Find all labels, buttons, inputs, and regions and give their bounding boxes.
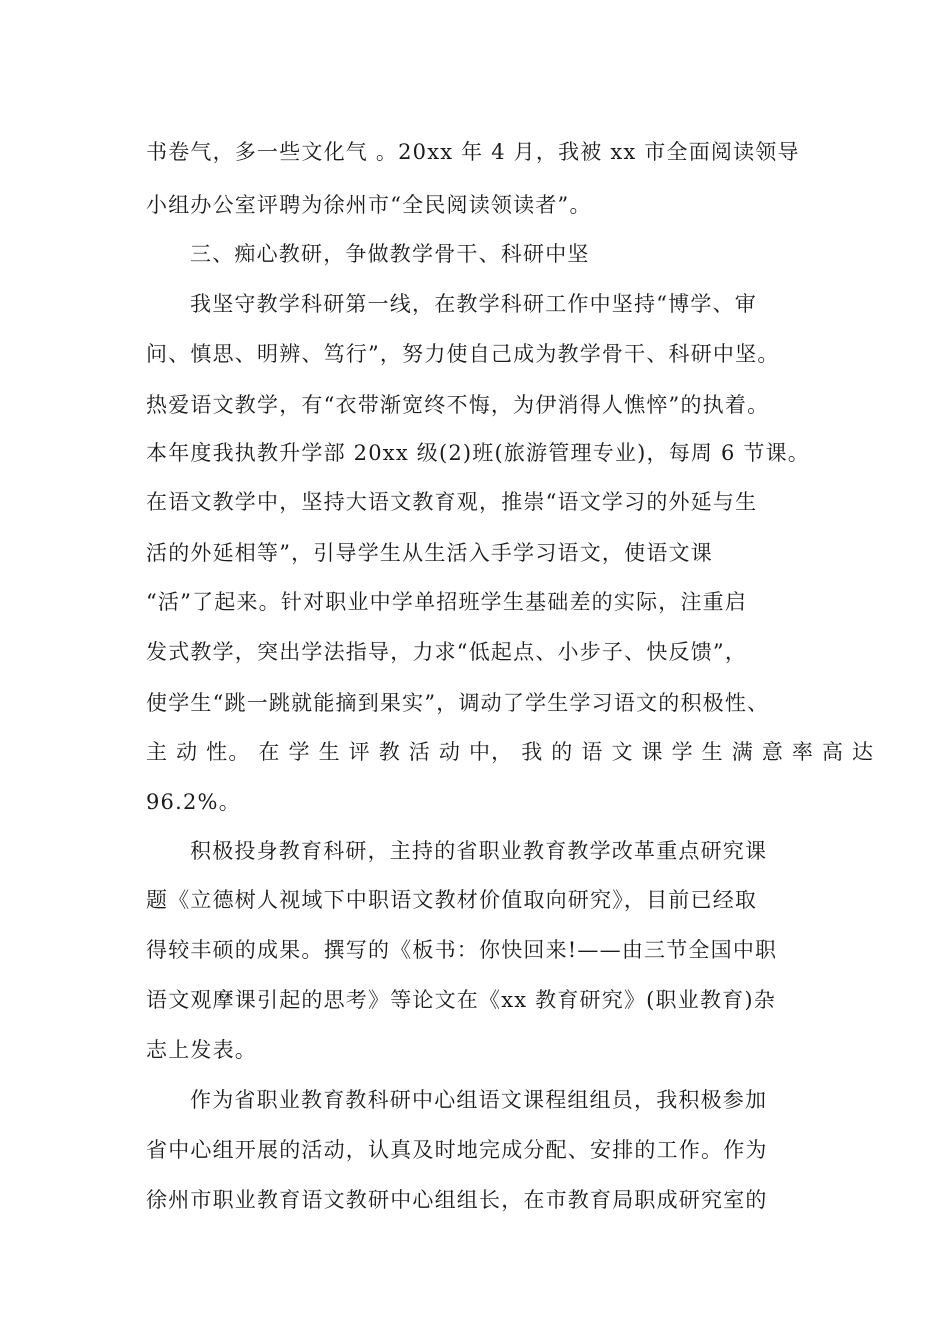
- text-line: 作为省职业教育教科研中心组语文课程组组员，我积极参加: [190, 1088, 768, 1112]
- text-line: 我坚守教学科研第一线，在教学科研工作中坚持“博学、审: [190, 292, 757, 316]
- text-line: 在语文教学中，坚持大语文教育观，推崇“语文学习的外延与生: [146, 490, 758, 514]
- text-line: 96.2%。: [146, 790, 241, 814]
- text-line: 省中心组开展的活动，认真及时地完成分配、安排的工作。作为: [146, 1138, 768, 1162]
- text-line: 使学生“跳一跳就能摘到果实”，调动了学生学习语文的积极性、: [146, 691, 770, 715]
- text-line: 徐州市职业教育语文教研中心组组长，在市教育局职成研究室的: [146, 1188, 768, 1212]
- text-line: 热爱语文教学，有“衣带渐宽终不悔，为伊消得人憔悴”的执着。: [146, 393, 770, 417]
- text-line: 活的外延相等”，引导学生从生活入手学习语文，使语文课: [146, 541, 713, 565]
- text-line: 问、慎思、明辨、笃行”，努力使自己成为教学骨干、科研中坚。: [146, 342, 780, 366]
- text-line: 志上发表。: [146, 1038, 257, 1062]
- text-line: 题《立德树人视域下中职语文教材价值取向研究》，目前已经取: [146, 888, 758, 912]
- text-line: 书卷气，多一些文化气 。20xx 年 4 月，我被 xx 市全面阅读领导: [146, 140, 800, 164]
- text-line: 积极投身教育科研，主持的省职业教育教学改革重点研究课: [190, 839, 768, 863]
- text-line: 得较丰硕的成果。撰写的《板书：你快回来!——由三节全国中职: [146, 938, 778, 962]
- text-line: 发式教学，突出学法指导，力求“低起点、小步子、快反馈”，: [146, 640, 748, 664]
- text-line: 本年度我执教升学部 20xx 级(2)班(旅游管理专业)，每周 6 节课。: [146, 441, 811, 465]
- text-line: 小组办公室评聘为徐州市“全民阅读领读者”。: [146, 193, 592, 217]
- section-heading: 三、痴心教研，争做教学骨干、科研中坚: [190, 242, 590, 266]
- text-line: 语文观摩课引起的思考》等论文在《xx 教育研究》(职业教育)杂: [146, 988, 776, 1012]
- text-line: “活”了起来。针对职业中学单招班学生基础差的实际，注重启: [146, 590, 748, 614]
- text-line: 主 动 性。 在 学 生 评 教 活 动 中， 我 的 语 文 课 学 生 满 意 率 高 达: [146, 740, 875, 764]
